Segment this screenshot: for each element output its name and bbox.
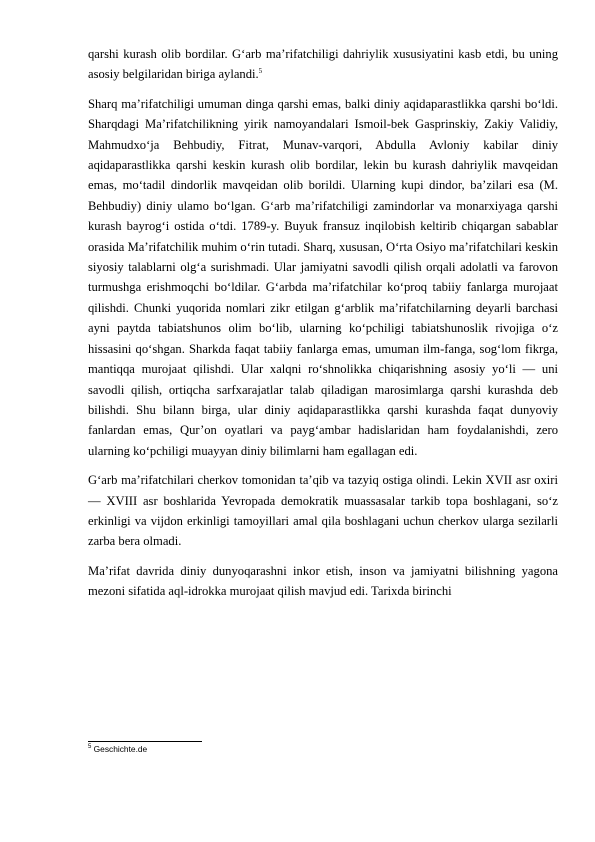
footnote: [88, 744, 147, 755]
paragraph-1-text: qarshi kurash olib bordilar. G‘arb ma’rifatchiligi dahriylik xususiyatini kasb etdi, bu uning asosiy belgilaridan biriga aylandi.: [88, 47, 558, 82]
footnote-marker: 5: [88, 744, 92, 751]
paragraph-2: Sharq ma’rifatchiligi umuman dinga qarshi emas, balki diniy aqidaparastlikka qarshi bo‘ldi. Sharqdagi Ma’rifatchilikning yirik namoyandalari Ismoil-bek Gasprinskiy, Zakiy Validiy, Mahmudxo‘ja Behbudiy, Fitrat, Munav-varqori, Abdulla Avloniy kabilar diniy aqidaparastlikka qarshi keskin kurash olib bordilar, lekin bu kurash dahriylik mavqeidan emas, mo‘tadil dindorlik mavqeidan olib borildi. Ularning kupi dindor, ba’zilari esa (M. Behbudiy) diniy ulamo bo‘lgan. G‘arb ma’rifatchiligi zamindorlar va monarxiyaga qarshi kurash bayrog‘i ostida o‘tdi. 1789-y. Buyuk fransuz inqilobish keltirib chiqargan sabablar orasida Ma’rifatchilik muhim o‘rin tutadi. Sharq, xususan, O‘rta Osiyo ma’rifatchilari keskin siyosiy talablarni olg‘a surishmadi. Ular jamiyatni savodli qilish orqali adolatli va farovon turmushga erishmoqchi bo‘ldilar. G‘arbda ma’rifatchilar ko‘proq tabiiy fanlarga murojaat qilishdi. Chunki yuqorida nomlari zikr etilgan g‘arblik ma’rifatchilarning deyarli barchasi ayni paytda tabiatshunos olim bo‘lib, ularning ko‘pchiligi tabiatshunoslik rivojiga o‘z hissasini qo‘shgan. Sharkda faqat tabiiy fanlarga emas, umuman ilm-fanga, sog‘lom fikrga, mantiqqa murojaat qilishdi. Ular xalqni ro‘shnolikka chiqarishning asosiy yo‘li — uni savodli qilish, ortiqcha sarfxarajatlar talab qiladigan marosimlarga qarshi kurashda deb bilishdi. Shu bilann birga, ular diniy aqidaparastlikka qarshi kurashda faqat dunyoviy fanlardan emas, Qur’on oyatlari va payg‘ambar hadislaridan ham foydalanishdi, zero ularning ko‘pchiligi muayyan diniy bilimlarni ham egallagan edi.: [88, 96, 558, 458]
footnote-reference[interactable]: 5: [258, 67, 263, 76]
footnote-text: Geschichte.de: [93, 744, 148, 754]
paragraph-1: [88, 44, 558, 85]
page-body: [88, 44, 558, 602]
paragraph-4: Ma’rifat davrida diniy dunyoqarashni inkor etish, inson va jamiyatni bilishning yagona mezoni sifatida aql-idrokka murojaat qilish mavjud edi. Tarixda birinchi: [88, 563, 558, 599]
paragraph-3: G‘arb ma’rifatchilari cherkov tomonidan ta’qib va tazyiq ostiga olindi. Lekin XVII asr oxiri — XVIII asr boshlarida Yevropada demokratik muassasalar tarkib topa boshlagani, so‘z erkinligi va vijdon erkinligi tamoyillari amal qila boshlagani uchun cherkov ularga sezilarli zarba bera olmadi.: [88, 473, 558, 549]
footnote-divider: [88, 741, 202, 742]
